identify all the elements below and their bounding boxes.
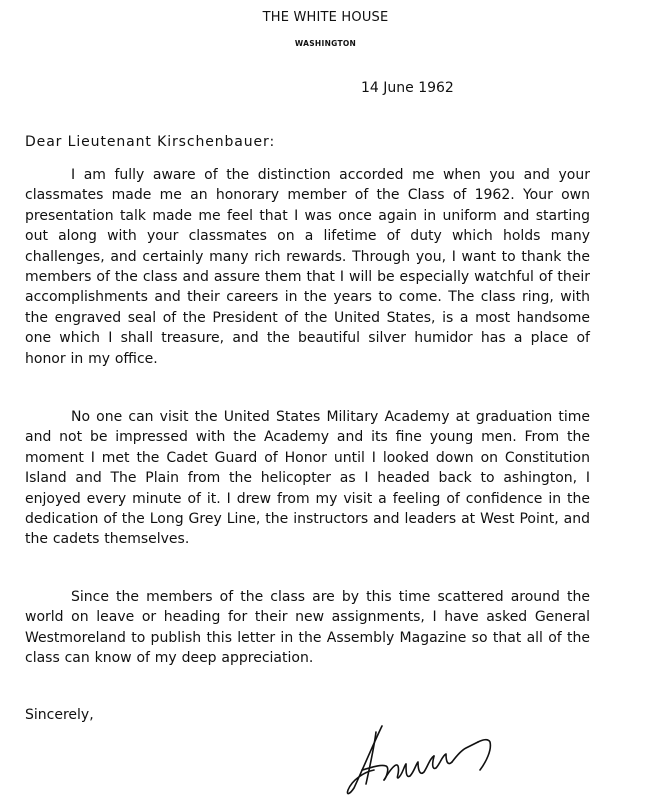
body-paragraph-3: Since the members of the class are by this time scattered around the world on leave or heading for their new assignments, I have asked General Westmoreland to publish this letter in the Assembly Magazine so that all of the class can know of my deep appreciation. — [25, 589, 590, 667]
letterhead-subtitle: WASHINGTON — [294, 39, 357, 48]
body-paragraph-1: I am fully aware of the distinction accorded me when you and your classmates made me an honorary member of the Class of 1962. Your own presentation talk made me feel that I was once again in uniform and starting out along with your classmates on a lifetime of duty which holds many challenges, and certainly many rich rewards. Through you, I want to thank the members of the class and assure them that I will be especially watchful of their accomplishments and their careers in the years to come. The class ring, with the engraved seal of the President of the United States, is a most handsome one which I shall treasure, and the beautiful silver humidor has a place of honor in my office. — [25, 167, 590, 367]
salutation: Dear Lieutenant Kirschenbauer: — [25, 134, 276, 150]
letterhead-title: THE WHITE HOUSE — [262, 10, 389, 25]
body-paragraph-2: No one can visit the United States Military Academy at graduation time and not be impressed with the Academy and its fine young men. From the moment I met the Cadet Guard of Honor until I looked down on Constitution Island and The Plain from the helicopter as I headed back to ashington, I enjoyed every minute of it. I drew from my visit a feeling of confidence in the dedication of the Long Grey Line, the instructors and leaders at West Point, and the cadets themselves. — [25, 409, 590, 548]
closing: Sincerely, — [25, 707, 94, 723]
letter-date: 14 June 1962 — [361, 80, 454, 96]
signature-icon — [340, 722, 500, 802]
